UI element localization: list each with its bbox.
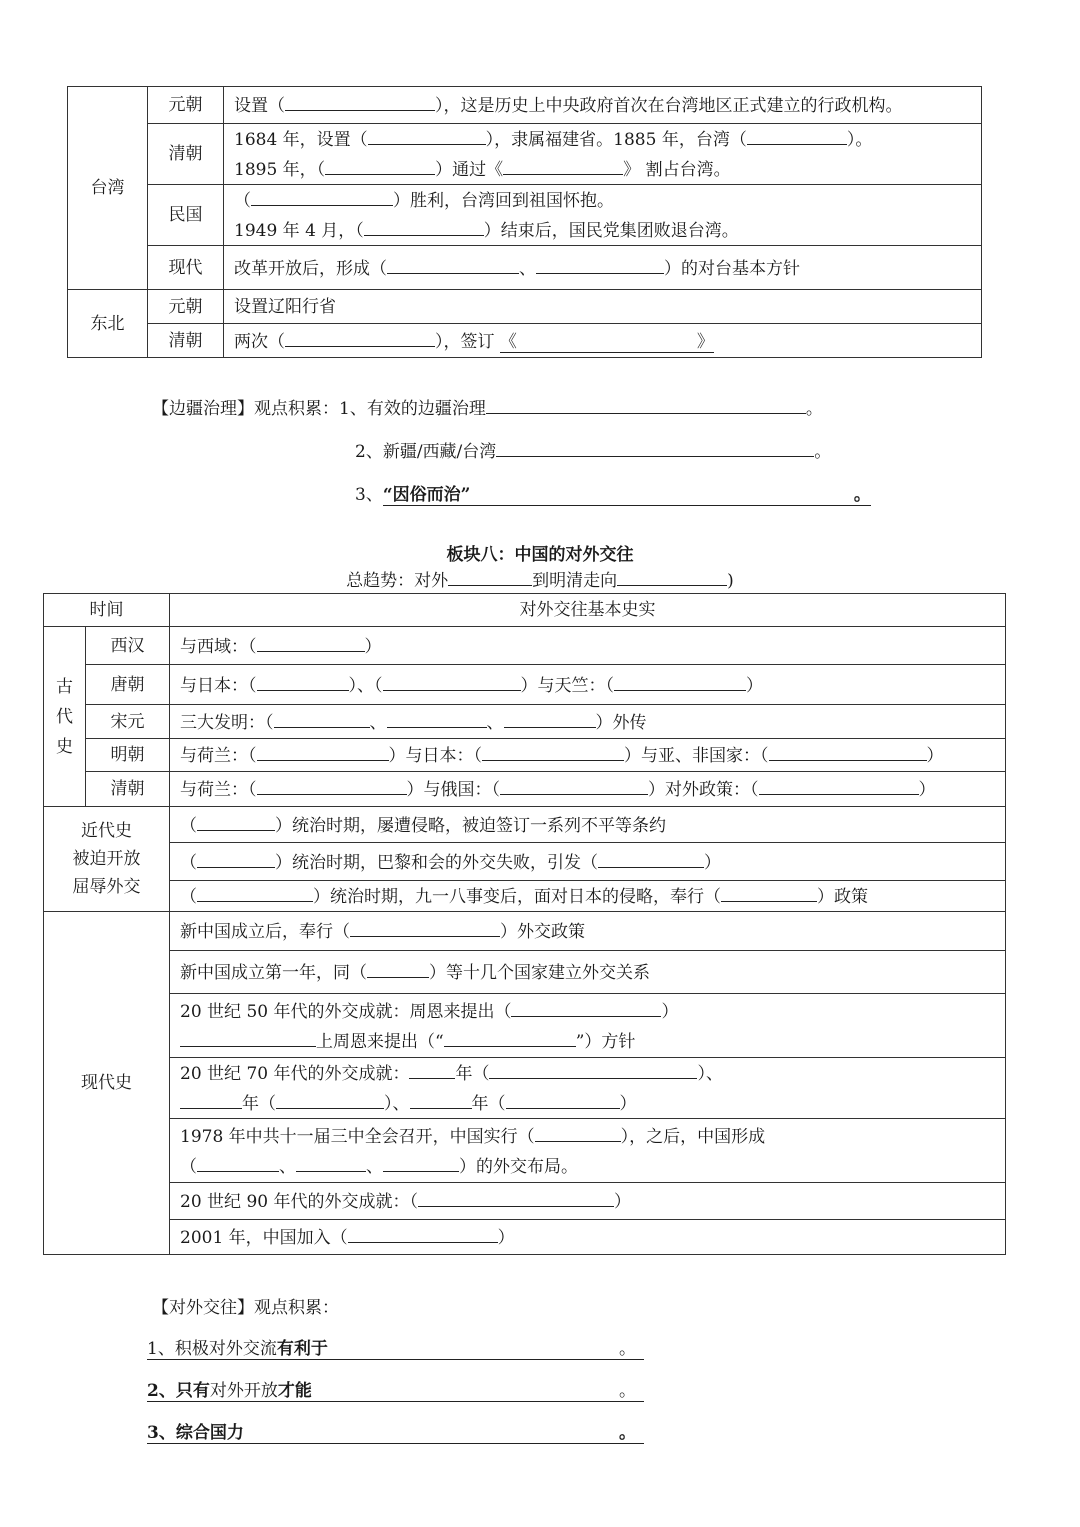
frontier-point-1: 【边疆治理】观点积累：1、有效的边疆治理 。: [152, 394, 823, 419]
era-cell: 明朝: [86, 739, 170, 772]
fact-cell: 20 世纪 50 年代的外交成就：周恩来提出（ ） 上周恩来提出（“ ”）方针: [170, 994, 1006, 1058]
fact-cell: （ ）统治时期，巴黎和会的外交失败，引发（ ）: [170, 843, 1006, 881]
fact-cell: 新中国成立后，奉行（ ）外交政策: [170, 912, 1006, 951]
period-ancient: 古代史: [44, 627, 86, 807]
foreign-point-1: 1、积极对外交流有利于 。: [147, 1334, 644, 1360]
fact-cell: 两次（ ），签订 《 》: [224, 324, 982, 358]
fact-cell: 与荷兰：（ ）与俄国：（ ）对外政策：（ ）: [170, 772, 1006, 807]
era-cell: 民国: [148, 185, 224, 246]
period-modern: 现代史: [44, 912, 170, 1255]
fact-cell: 20 世纪 90 年代的外交成就：（ ）: [170, 1183, 1006, 1220]
era-cell: 清朝: [86, 772, 170, 807]
fact-cell: 设置（ ），这是历史上中央政府首次在台湾地区正式建立的行政机构。: [224, 87, 982, 124]
fact-cell: 新中国成立第一年，同（ ）等十几个国家建立外交关系: [170, 951, 1006, 994]
era-cell: 唐朝: [86, 665, 170, 705]
trend-line: 总趋势：对外 到明清走向 ): [0, 566, 1080, 591]
era-cell: 现代: [148, 246, 224, 290]
fact-cell: 20 世纪 70 年代的外交成就： 年（ ）、 年（ ）、 年（ ）: [170, 1058, 1006, 1119]
period-modern-near: 近代史 被迫开放 屈辱外交: [44, 807, 170, 912]
foreign-points-title: 【对外交往】观点积累：: [152, 1298, 339, 1318]
fact-cell: 1684 年，设置（ ），隶属福建省。1885 年，台湾（ ）。 1895 年，（ ）通过《 》 割占台湾。: [224, 124, 982, 185]
foreign-point-2: 2、只有对外开放才能 。: [147, 1376, 644, 1402]
fact-cell: 改革开放后，形成（ 、 ）的对台基本方针: [224, 246, 982, 290]
section-title: 板块八：中国的对外交往: [446, 545, 634, 565]
era-cell: 清朝: [148, 324, 224, 358]
foreign-relations-table: [43, 593, 1006, 1255]
fact-cell: 2001 年，中国加入（ ）: [170, 1220, 1006, 1255]
era-cell: 清朝: [148, 124, 224, 185]
fact-cell: （ ）统治时期，屡遭侵略，被迫签订一系列不平等条约: [170, 807, 1006, 843]
region-taiwan: 台湾: [68, 87, 148, 290]
era-cell: 元朝: [148, 87, 224, 124]
era-cell: 宋元: [86, 705, 170, 739]
fact-cell: （ ）统治时期，九一八事变后，面对日本的侵略，奉行（ ）政策: [170, 881, 1006, 912]
fact-cell: 与荷兰：（ ）与日本：（ ）与亚、非国家：（ ）: [170, 739, 1006, 772]
fact-cell: 与日本：（ ）、（ ）与天竺：（ ）: [170, 665, 1006, 705]
frontier-point-3: 3、“因俗而治” 。: [355, 480, 871, 506]
fact-cell: （ ）胜利，台湾回到祖国怀抱。 1949 年 4 月，（ ）结束后，国民党集团败退台湾。: [224, 185, 982, 246]
header-facts: 对外交往基本史实: [170, 594, 1006, 627]
era-cell: 西汉: [86, 627, 170, 665]
fact-cell: 三大发明：（ 、 、 ）外传: [170, 705, 1006, 739]
fact-cell: 与西域：（ ）: [170, 627, 1006, 665]
region-northeast: 东北: [68, 290, 148, 358]
frontier-table: [67, 86, 982, 358]
foreign-point-3: 3、综合国力 。: [147, 1418, 644, 1444]
header-time: 时间: [44, 594, 170, 627]
fact-cell: 1978 年中共十一届三中全会召开，中国实行（ ），之后，中国形成 （ 、 、 ）的外交布局。: [170, 1119, 1006, 1183]
fact-cell: 设置辽阳行省: [224, 290, 982, 324]
era-cell: 元朝: [148, 290, 224, 324]
frontier-point-2: 2、新疆/西藏/台湾 。: [355, 437, 831, 462]
